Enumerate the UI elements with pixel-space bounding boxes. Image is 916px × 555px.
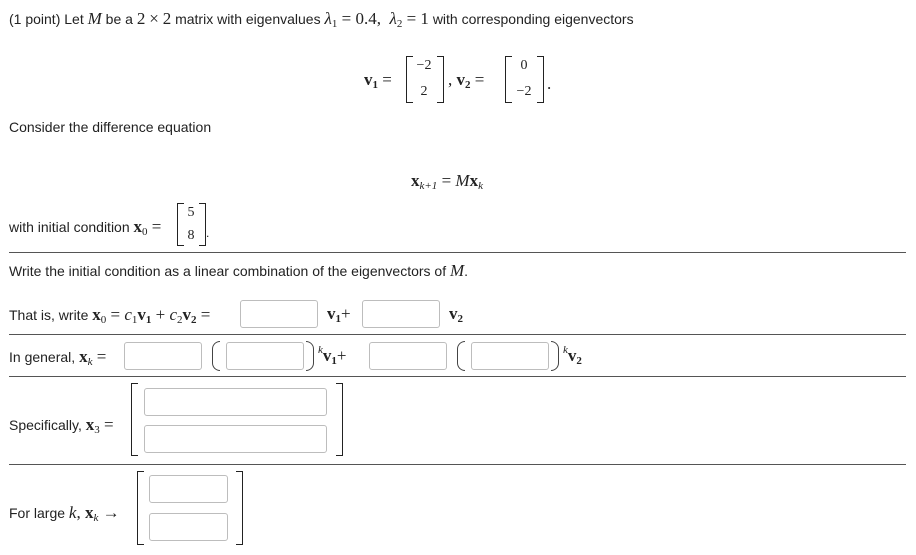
lambda2-symbol: λ <box>389 9 397 28</box>
general-close-paren-2 <box>551 341 559 371</box>
v2-right-bracket <box>537 56 544 103</box>
lambda-separator: , <box>376 9 381 28</box>
c2-input[interactable] <box>362 300 440 328</box>
x0-top-entry: 5 <box>187 205 195 220</box>
general-label: In general, xk = <box>9 347 107 368</box>
x0-bottom-entry: 8 <box>187 228 195 243</box>
v1-label: v1 = <box>364 70 392 91</box>
general-base1-input[interactable] <box>226 342 304 370</box>
write-instruction: Write the initial condition as a linear combination of the eigenvectors of M. <box>9 261 469 280</box>
lhs-subscript: k+1 <box>419 180 438 192</box>
x3-bottom-input[interactable] <box>144 425 327 453</box>
general-v1-term: $^k$v1+ <box>318 344 347 367</box>
divider-1 <box>9 252 906 253</box>
large-k-bottom-input[interactable] <box>149 513 228 541</box>
general-coef1-input[interactable] <box>124 342 202 370</box>
lambda2-value: 1 <box>420 9 429 28</box>
v1-top-entry: −2 <box>416 58 432 73</box>
divider-2 <box>9 334 906 335</box>
x3-top-input[interactable] <box>144 388 327 416</box>
dims-n: 2 <box>136 9 146 28</box>
large-k-left-bracket <box>137 471 144 545</box>
general-v2-term: $^k$v2 <box>563 344 582 367</box>
intro-matrix-with-eigenvalues: matrix with eigenvalues <box>175 11 321 27</box>
intro-eigenvectors-text: with corresponding eigenvectors <box>432 11 634 27</box>
x0-period: . <box>206 226 210 240</box>
large-k-top-input[interactable] <box>149 475 228 503</box>
x3-left-bracket <box>131 383 138 456</box>
times-symbol: × <box>149 9 159 28</box>
x-vector-lhs: x <box>411 171 420 190</box>
large-k-right-bracket <box>236 471 243 545</box>
v2-top-entry: 0 <box>520 58 528 73</box>
difference-equation <box>411 171 483 191</box>
v2-bottom-entry: −2 <box>516 84 532 99</box>
divider-4 <box>9 464 906 465</box>
v2-period: . <box>547 74 552 93</box>
v1-bottom-entry: 2 <box>420 84 428 99</box>
x0-right-bracket <box>199 203 206 246</box>
specifically-label: Specifically, x3 = <box>9 415 114 436</box>
intro-be-a: be a <box>105 11 133 27</box>
dims-m: 2 <box>162 9 172 28</box>
general-open-paren-1 <box>212 341 220 371</box>
v1-right-bracket <box>437 56 444 103</box>
x-vector-rhs: x <box>469 171 479 190</box>
large-k-label: For large k, xk → <box>9 503 120 524</box>
initial-condition-text: with initial condition x0 = <box>9 217 162 238</box>
rhs-subscript: k <box>478 180 483 192</box>
general-close-paren-1 <box>306 341 314 371</box>
v1-plus-label: v1+ <box>327 304 351 325</box>
general-coef2-input[interactable] <box>369 342 447 370</box>
general-base2-input[interactable] <box>471 342 549 370</box>
v2-label: , v2 = <box>448 70 485 91</box>
matrix-symbol: M <box>87 9 102 28</box>
v2-label-that-is: v2 <box>449 304 463 325</box>
intro-let: Let <box>64 11 84 27</box>
that-is-label: That is, write x0 = c1v1 + c2v2 = <box>9 305 211 326</box>
c1-input[interactable] <box>240 300 318 328</box>
lambda1-symbol: λ <box>324 9 332 28</box>
consider-text: Consider the difference equation <box>9 119 212 135</box>
lambda2-subscript: 2 <box>396 18 403 30</box>
x3-right-bracket <box>336 383 343 456</box>
problem-statement: (1 point) Let M be a 2 × 2 matrix with eigenvalues λ1 = 0.4, λ2 = 1 with corresponding eigenvectors <box>9 9 634 30</box>
general-open-paren-2 <box>457 341 465 371</box>
points-label: (1 point) <box>9 11 61 27</box>
lambda1-subscript: 1 <box>331 18 338 30</box>
matrix-symbol-eq: M <box>455 171 470 190</box>
lambda1-value: 0.4 <box>355 9 377 28</box>
divider-3 <box>9 376 906 377</box>
equals-sign: = <box>441 171 452 190</box>
